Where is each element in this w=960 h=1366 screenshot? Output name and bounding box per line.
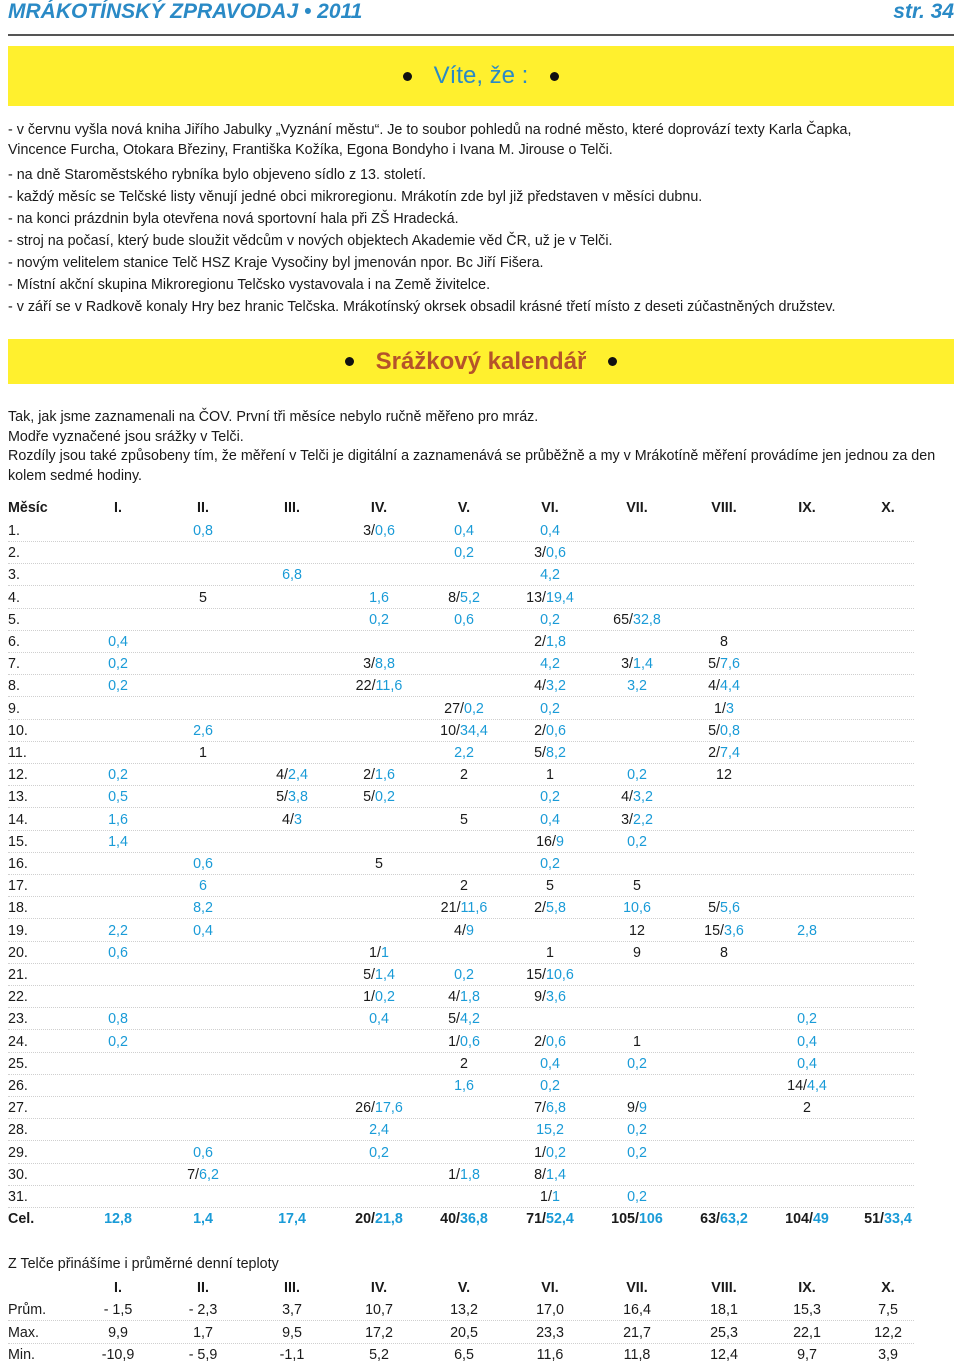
rain-cell: 1,4 xyxy=(108,833,128,850)
rain-cell: 1/3 xyxy=(714,700,734,717)
row-label: Max. xyxy=(8,1324,39,1341)
rain-cell: 65/32,8 xyxy=(613,611,661,628)
rain-cell: 0,2 xyxy=(454,545,474,562)
rain-cell: 26/17,6 xyxy=(355,1100,403,1117)
table-cell: 23,3 xyxy=(536,1324,564,1341)
rain-cell: 13/19,4 xyxy=(526,589,574,606)
rain-cell: 0,2 xyxy=(540,789,560,806)
table-row xyxy=(8,720,954,742)
table-row xyxy=(8,542,954,564)
table-cell: 13,2 xyxy=(450,1302,478,1318)
table-cell: 7,5 xyxy=(878,1302,898,1318)
table-row xyxy=(8,1053,954,1075)
table-row xyxy=(8,831,954,853)
table-cell: 21,7 xyxy=(623,1324,651,1341)
total-cell: 51/33,4 xyxy=(864,1211,912,1228)
day-label: 6. xyxy=(8,634,20,650)
rain-cell: 16/9 xyxy=(536,833,564,850)
rain-intro xyxy=(8,408,954,486)
rain-cell: 3/2,2 xyxy=(621,811,653,828)
table-cell: VII. xyxy=(626,1280,648,1296)
rain-cell: 9/3,6 xyxy=(534,989,566,1006)
rain-cell: 1/0,2 xyxy=(363,989,395,1006)
rain-cell: 8/1,4 xyxy=(534,1166,566,1183)
table-cell: V. xyxy=(457,1280,471,1296)
table-cell: 16,4 xyxy=(623,1302,651,1318)
total-cell: 104/49 xyxy=(785,1211,829,1228)
day-label: 23. xyxy=(8,1011,28,1028)
table-cell: -1,1 xyxy=(279,1347,305,1363)
table-cell: 20,5 xyxy=(450,1324,478,1341)
total-cell: 17,4 xyxy=(278,1211,306,1228)
rain-cell: 2,8 xyxy=(797,922,817,939)
table-cell: 15,3 xyxy=(793,1302,821,1318)
rain-cell: 5/3,8 xyxy=(276,789,308,806)
day-label: 24. xyxy=(8,1033,28,1050)
rain-cell: 0,2 xyxy=(369,611,389,628)
table-row xyxy=(8,1075,954,1097)
table-cell: -10,9 xyxy=(101,1347,135,1363)
row-label: Měsíc xyxy=(8,500,48,516)
news-item: - každý měsíc se Telčské listy věnují jedné obci mikroregionu. Mrákotín zde byl již představen v měsíci dubnu. xyxy=(8,189,703,205)
table-cell: V. xyxy=(457,500,471,516)
total-cell: 63/63,2 xyxy=(700,1211,748,1228)
rain-cell: 5/0,2 xyxy=(363,789,395,806)
rain-cell: 15/10,6 xyxy=(526,967,574,983)
rain-cell: 7/6,8 xyxy=(534,1100,566,1117)
rain-cell: 0,8 xyxy=(193,523,213,539)
table-cell: VI. xyxy=(541,500,559,516)
rain-cell: 0,4 xyxy=(540,1055,560,1072)
rain-cell: 8,2 xyxy=(193,900,213,917)
table-cell: 11,6 xyxy=(536,1347,564,1363)
rain-cell: 0,4 xyxy=(540,523,560,539)
rain-cell: 1 xyxy=(546,767,554,784)
rain-cell: 9/9 xyxy=(627,1100,647,1117)
table-cell: - 2,3 xyxy=(188,1302,218,1318)
rain-cell: 5 xyxy=(633,878,641,895)
rain-cell: 1/0,2 xyxy=(534,1144,566,1161)
table-row xyxy=(8,920,954,942)
table-cell: 1,7 xyxy=(193,1324,213,1341)
total-cell: 12,8 xyxy=(104,1211,132,1228)
table-row xyxy=(8,964,954,986)
total-cell: 1,4 xyxy=(193,1211,213,1228)
rain-cell: 5 xyxy=(375,856,383,872)
rain-cell: 0,4 xyxy=(540,811,560,828)
table-cell: X. xyxy=(881,1280,895,1296)
rain-cell: 0,6 xyxy=(193,1144,213,1161)
rain-cell: 2 xyxy=(460,878,468,895)
rain-cell: 5/4,2 xyxy=(448,1011,480,1028)
rain-cell: 2/5,8 xyxy=(534,900,566,917)
table-cell: 6,5 xyxy=(454,1347,474,1363)
table-cell: IX. xyxy=(798,500,816,516)
table-cell: IV. xyxy=(370,1280,388,1296)
rain-cell: 14/4,4 xyxy=(787,1078,827,1094)
table-row xyxy=(8,1142,954,1164)
day-label: 19. xyxy=(8,922,28,939)
rain-cell: 3/8,8 xyxy=(363,656,395,673)
rain-cell: 3/0,6 xyxy=(534,545,566,562)
table-cell: VIII. xyxy=(711,1280,737,1296)
day-label: 30. xyxy=(8,1166,28,1183)
news-item: - stroj na počasí, který bude sloužit vědcům v nových objektech Akademie věd ČR, už je v Telči. xyxy=(8,233,613,249)
table-cell: 17,0 xyxy=(536,1302,564,1318)
day-label: 26. xyxy=(8,1078,28,1094)
rain-cell: 0,2 xyxy=(797,1011,817,1028)
table-cell: 10,7 xyxy=(365,1302,393,1318)
table-row xyxy=(8,520,954,542)
section-title: Víte, že : xyxy=(433,62,529,89)
day-label: 12. xyxy=(8,767,28,784)
table-cell: 9,7 xyxy=(797,1347,817,1363)
rain-cell: 2/0,6 xyxy=(534,722,566,739)
table-cell: VIII. xyxy=(711,500,737,516)
rain-cell: 0,2 xyxy=(540,700,560,717)
rain-cell: 5/5,6 xyxy=(708,900,740,917)
table-cell: 3,9 xyxy=(878,1347,898,1363)
table-row xyxy=(8,942,954,964)
rain-cell: 9 xyxy=(633,944,641,961)
rain-cell: 0,8 xyxy=(108,1011,128,1028)
table-cell: VII. xyxy=(626,500,648,516)
rain-cell: 1 xyxy=(199,745,207,761)
table-cell: - 5,9 xyxy=(188,1347,218,1363)
table-cell: 22,1 xyxy=(793,1324,821,1341)
rain-cell: 4/1,8 xyxy=(448,989,480,1006)
rain-cell: 1,6 xyxy=(369,589,389,606)
rain-cell: 10,6 xyxy=(623,900,651,917)
table-row xyxy=(8,675,954,697)
rain-cell: 5/7,6 xyxy=(708,656,740,673)
page-header xyxy=(8,0,954,32)
rain-cell: 0,2 xyxy=(627,1189,647,1205)
news-item: - Místní akční skupina Mikroregionu Telčsko vystavovala i na Země živitelce. xyxy=(8,277,491,293)
rain-cell: 4/4,4 xyxy=(708,678,740,695)
rain-cell: 4/3 xyxy=(282,811,302,828)
rain-cell: 1 xyxy=(546,944,554,961)
table-row xyxy=(8,631,954,653)
news-item: - na konci prázdnin byla otevřena nová sportovní hala při ZŠ Hradecká. xyxy=(8,211,459,227)
table-row xyxy=(8,587,954,609)
header-rule xyxy=(8,34,954,36)
table-row xyxy=(8,1164,954,1186)
rain-cell: 0,5 xyxy=(108,789,128,806)
rain-cell: 0,2 xyxy=(627,767,647,784)
day-label: 7. xyxy=(8,656,20,673)
total-cell: 105/106 xyxy=(611,1211,663,1228)
rain-cell: 4,2 xyxy=(540,567,560,584)
table-header xyxy=(8,1277,954,1299)
table-cell: I. xyxy=(114,1280,122,1296)
rain-cell: 2/1,6 xyxy=(363,767,395,784)
day-label: 17. xyxy=(8,878,28,895)
table-cell: 12,2 xyxy=(874,1324,902,1341)
table-row xyxy=(8,653,954,675)
rain-cell: 2,2 xyxy=(108,922,128,939)
temp-caption: Z Telče přinášíme i průměrné denní teploty xyxy=(8,1256,279,1272)
rain-cell: 0,4 xyxy=(108,634,128,650)
rain-cell: 0,2 xyxy=(108,678,128,695)
table-row xyxy=(8,1344,954,1366)
rain-cell: 3/0,6 xyxy=(363,523,395,539)
rain-cell: 8/5,2 xyxy=(448,589,480,606)
table-row xyxy=(8,786,954,808)
bullet-icon xyxy=(550,72,559,81)
day-label: 22. xyxy=(8,989,28,1006)
intro-line: Modře vyznačené jsou srážky v Telči. xyxy=(8,428,244,445)
rain-cell: 0,2 xyxy=(627,1144,647,1161)
table-row xyxy=(8,609,954,631)
table-cell: IX. xyxy=(798,1280,816,1296)
table-header xyxy=(8,497,954,519)
day-label: 1. xyxy=(8,523,20,539)
rain-cell: 4/3,2 xyxy=(621,789,653,806)
table-row xyxy=(8,853,954,875)
total-cell: 20/21,8 xyxy=(355,1211,403,1228)
row-label: Min. xyxy=(8,1347,36,1363)
table-cell: 5,2 xyxy=(369,1347,389,1363)
rain-cell: 15/3,6 xyxy=(704,922,744,939)
news-item: - v červnu vyšla nová kniha Jiřího Jabulky „Vyznání městu“. Je to soubor pohledů na rodné město, které doprovází texty Karla Čapka, xyxy=(8,122,852,138)
table-cell: - 1,5 xyxy=(103,1302,133,1318)
table-cell: VI. xyxy=(541,1280,559,1296)
news-item: - novým velitelem stanice Telč HSZ Kraje Vysočiny byl jmenován npor. Bc Jiří Fišera. xyxy=(8,255,544,271)
bullet-icon xyxy=(608,357,617,366)
rain-cell: 0,2 xyxy=(540,1078,560,1094)
intro-line: Rozdíly jsou také způsobeny tím, že měření v Telči je digitální a zaznamenává se průběžně a my v Mrákotíně měření provádíme jen jednou za den kolem sedmé hodiny. xyxy=(8,448,936,484)
rain-cell: 1,6 xyxy=(108,811,128,828)
rain-cell: 2 xyxy=(460,767,468,784)
rain-cell: 2/0,6 xyxy=(534,1033,566,1050)
rain-cell: 8 xyxy=(720,634,728,650)
table-cell: 18,1 xyxy=(710,1302,738,1318)
rain-cell: 5 xyxy=(460,811,468,828)
rain-cell: 2/1,8 xyxy=(534,634,566,650)
table-cell: 12,4 xyxy=(710,1347,738,1363)
total-cell: 71/52,4 xyxy=(526,1211,574,1228)
day-label: 31. xyxy=(8,1189,28,1205)
table-row xyxy=(8,1097,954,1119)
rain-cell: 2/7,4 xyxy=(708,745,740,761)
table-cell: 11,8 xyxy=(623,1347,651,1363)
day-label: 11. xyxy=(8,745,27,761)
table-cell: 9,5 xyxy=(282,1324,302,1341)
day-label: 13. xyxy=(8,789,28,806)
day-label: 9. xyxy=(8,700,20,717)
rain-cell: 5/8,2 xyxy=(534,745,566,761)
day-label: 27. xyxy=(8,1100,28,1117)
rain-cell: 2,6 xyxy=(193,722,213,739)
rain-cell: 10/34,4 xyxy=(440,722,488,739)
table-row xyxy=(8,698,954,720)
rain-cell: 0,2 xyxy=(627,1055,647,1072)
rain-cell: 1/1 xyxy=(540,1189,560,1205)
day-label: 18. xyxy=(8,900,28,917)
day-label: 28. xyxy=(8,1122,28,1139)
section-title: Srážkový kalendář xyxy=(375,347,587,375)
table-row xyxy=(8,1031,954,1053)
rain-cell: 4,2 xyxy=(540,656,560,673)
table-row xyxy=(8,986,954,1008)
table-cell: 17,2 xyxy=(365,1324,393,1341)
total-row xyxy=(8,1208,954,1230)
rain-cell: 12 xyxy=(629,922,645,939)
table-cell: III. xyxy=(284,1280,300,1296)
table-row xyxy=(8,1299,954,1321)
day-label: 5. xyxy=(8,611,20,628)
table-row xyxy=(8,1008,954,1030)
table-row xyxy=(8,564,954,586)
day-label: 21. xyxy=(8,967,28,983)
rain-cell: 15,2 xyxy=(536,1122,564,1139)
rain-cell: 5 xyxy=(546,878,554,895)
rain-cell: 0,2 xyxy=(540,856,560,872)
rain-cell: 0,2 xyxy=(108,1033,128,1050)
rain-cell: 4/3,2 xyxy=(534,678,566,695)
table-cell: 9,9 xyxy=(108,1324,128,1341)
rain-cell: 0,2 xyxy=(369,1144,389,1161)
table-cell: II. xyxy=(197,500,209,516)
rain-cell: 0,2 xyxy=(108,656,128,673)
rain-cell: 5/1,4 xyxy=(363,967,395,983)
section-band-srazky xyxy=(8,339,954,384)
rain-cell: 0,2 xyxy=(454,967,474,983)
rain-cell: 0,2 xyxy=(108,767,128,784)
rain-cell: 1/1,8 xyxy=(448,1166,480,1183)
table-cell: 25,3 xyxy=(710,1324,738,1341)
rain-cell: 3,2 xyxy=(627,678,647,695)
table-cell: IV. xyxy=(370,500,388,516)
day-label: 8. xyxy=(8,678,20,695)
rain-cell: 2,2 xyxy=(454,745,474,761)
rain-cell: 8 xyxy=(720,944,728,961)
rain-cell: 4/9 xyxy=(454,922,474,939)
day-label: 10. xyxy=(8,722,28,739)
rain-cell: 4/2,4 xyxy=(276,767,308,784)
news-item: - na dně Staroměstského rybníka bylo objeveno sídlo z 13. století. xyxy=(8,167,427,183)
day-label: 20. xyxy=(8,944,28,961)
rain-cell: 6 xyxy=(199,878,207,895)
rain-cell: 7/6,2 xyxy=(187,1166,219,1183)
table-cell: 3,7 xyxy=(282,1302,302,1318)
section-band-vite-ze xyxy=(8,46,954,106)
total-cell: 40/36,8 xyxy=(440,1211,488,1228)
day-label: 15. xyxy=(8,833,28,850)
rain-cell: 1,6 xyxy=(454,1078,474,1094)
news-list xyxy=(8,120,954,318)
rain-cell: 2 xyxy=(460,1055,468,1072)
table-cell: X. xyxy=(881,500,895,516)
rain-cell: 5 xyxy=(199,589,207,606)
table-cell: II. xyxy=(197,1280,209,1296)
news-item: - v září se v Radkově konaly Hry bez hranic Telčska. Mrákotínský okrsek obsadil krásné třetí místo z deseti zúčastněných družstev. xyxy=(8,299,836,315)
rain-cell: 1/1 xyxy=(369,944,389,961)
row-label: Prům. xyxy=(8,1302,47,1318)
table-row xyxy=(8,897,954,919)
day-label: 25. xyxy=(8,1055,28,1072)
rain-cell: 3/1,4 xyxy=(621,656,653,673)
table-cell: III. xyxy=(284,500,300,516)
table-cell: I. xyxy=(114,500,122,516)
rain-cell: 21/11,6 xyxy=(440,900,488,917)
table-row xyxy=(8,742,954,764)
table-row xyxy=(8,875,954,897)
table-row xyxy=(8,1119,954,1141)
newsletter-title: MRÁKOTÍNSKÝ ZPRAVODAJ • 2011 xyxy=(8,0,363,23)
rain-cell: 0,6 xyxy=(193,856,213,872)
rain-cell: 1 xyxy=(633,1033,641,1050)
news-item: Vincence Furcha, Otokara Březiny, Františka Kožíka, Egona Bondyho i Ivana M. Jirouse o Telči. xyxy=(8,142,613,158)
rain-cell: 1/0,6 xyxy=(448,1033,480,1050)
bullet-icon xyxy=(345,357,354,366)
rain-cell: 0,4 xyxy=(369,1011,389,1028)
table-row xyxy=(8,809,954,831)
rain-cell: 2,4 xyxy=(369,1122,389,1139)
rain-cell: 22/11,6 xyxy=(355,678,403,695)
day-label: 2. xyxy=(8,545,20,562)
day-label: 29. xyxy=(8,1144,28,1161)
table-row xyxy=(8,764,954,786)
rain-cell: 0,4 xyxy=(193,922,213,939)
bullet-icon xyxy=(403,72,412,81)
rain-cell: 0,6 xyxy=(454,611,474,628)
rain-cell: 5/0,8 xyxy=(708,722,740,739)
rain-cell: 12 xyxy=(716,767,732,784)
day-label: 16. xyxy=(8,856,28,872)
total-label: Cel. xyxy=(8,1211,35,1228)
page-number: str. 34 xyxy=(893,0,954,23)
rain-cell: 0,2 xyxy=(540,611,560,628)
intro-line: Tak, jak jsme zaznamenali na ČOV. První tři měsíce nebylo ručně měřeno pro mráz. xyxy=(8,409,539,425)
rain-cell: 0,6 xyxy=(108,944,128,961)
day-label: 4. xyxy=(8,589,20,606)
day-label: 3. xyxy=(8,567,20,584)
table-row xyxy=(8,1186,954,1208)
rain-cell: 0,2 xyxy=(627,833,647,850)
rain-cell: 2 xyxy=(803,1100,811,1117)
table-row xyxy=(8,1322,954,1344)
rain-cell: 27/0,2 xyxy=(444,700,484,717)
rain-cell: 6,8 xyxy=(282,567,302,584)
rain-cell: 0,4 xyxy=(797,1033,817,1050)
rain-cell: 0,4 xyxy=(454,523,474,539)
day-label: 14. xyxy=(8,811,28,828)
rain-cell: 0,2 xyxy=(627,1122,647,1139)
rain-cell: 0,4 xyxy=(797,1055,817,1072)
